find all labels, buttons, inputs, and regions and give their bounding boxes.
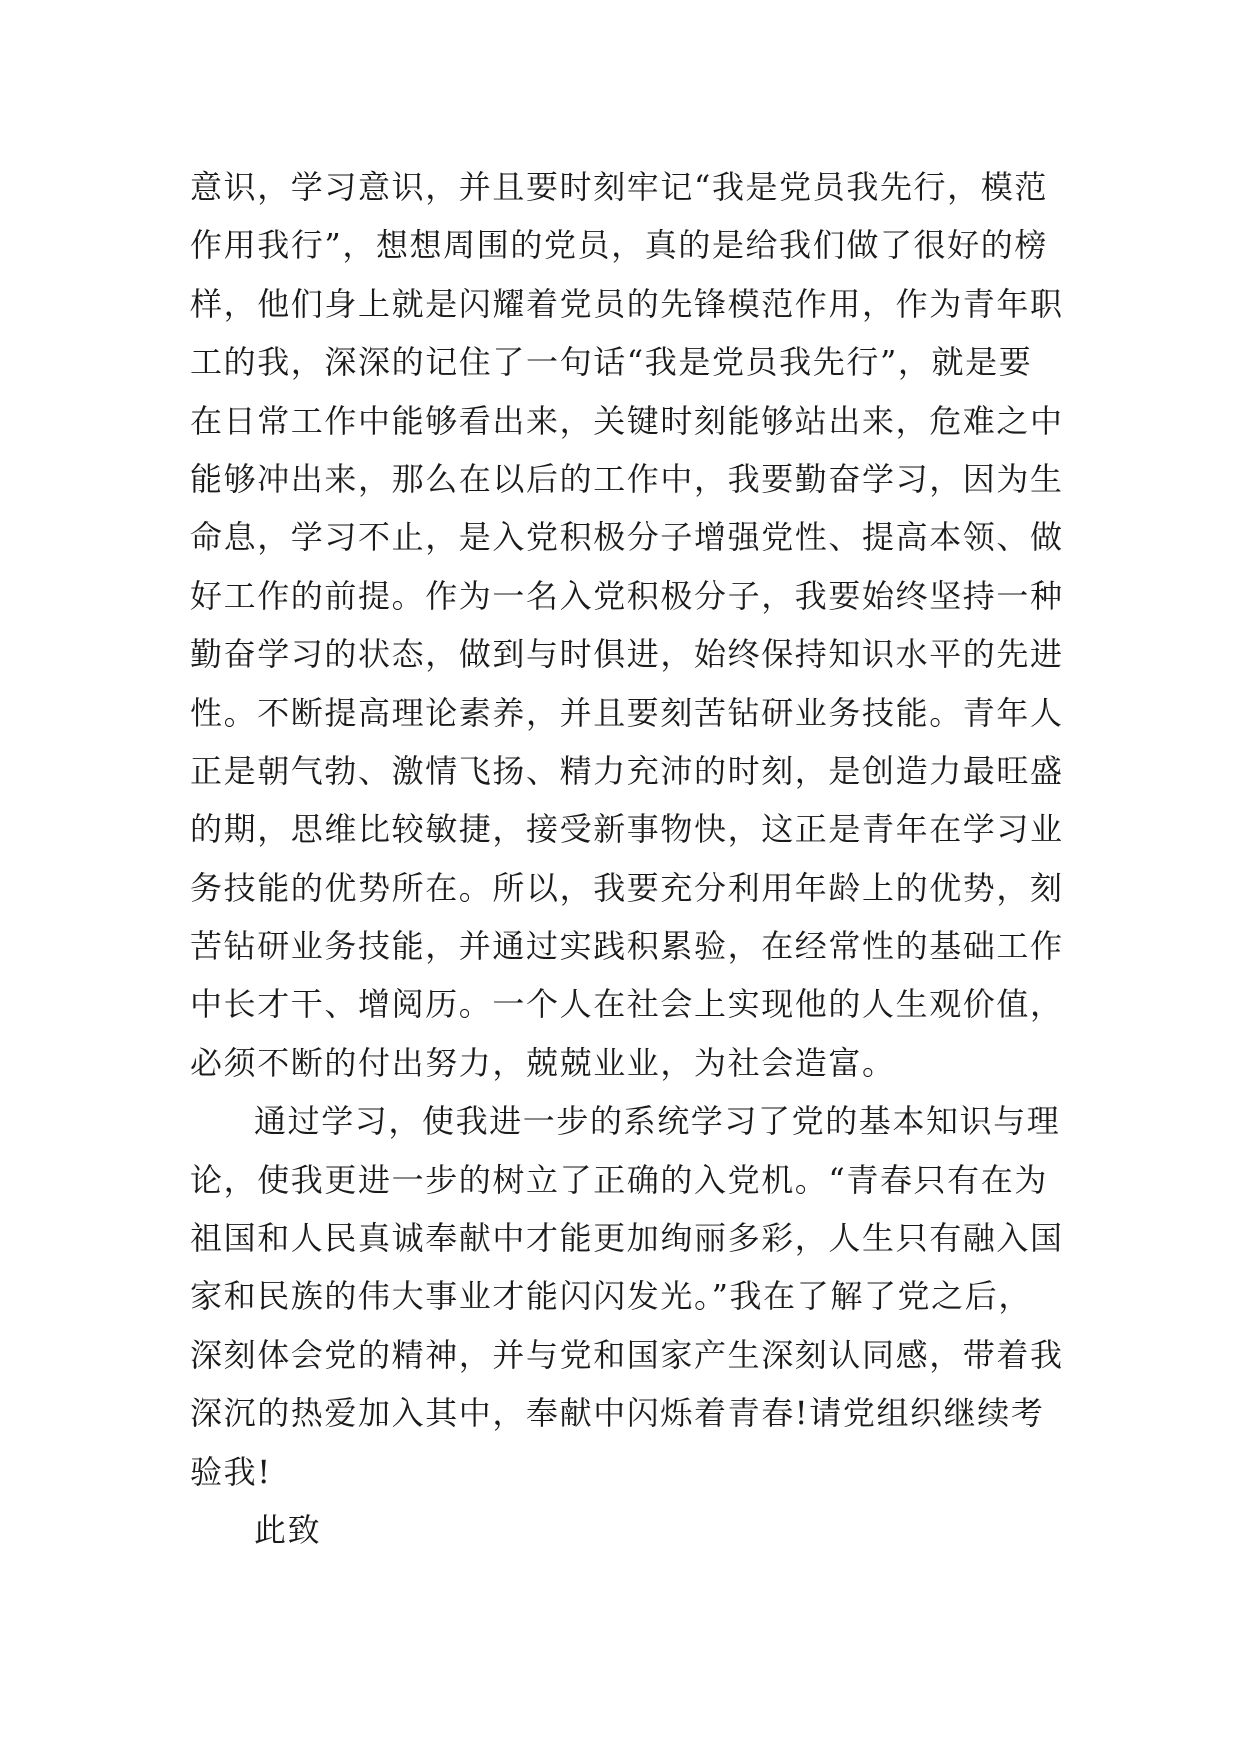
text-line: 工的我，深深的记住了一句话“我是党员我先行”，就是要 bbox=[190, 343, 1033, 382]
text-line: 能够冲出来，那么在以后的工作中，我要勤奋学习，因为生 bbox=[190, 459, 1064, 498]
text-line: 务技能的优势所在。所以，我要充分利用年龄上的优势，刻 bbox=[190, 868, 1064, 907]
text-line: 必须不断的付出努力，兢兢业业，为社会造富。 bbox=[190, 1043, 896, 1082]
text-line: 在日常工作中能够看出来，关键时刻能够站出来，危难之中 bbox=[190, 401, 1064, 440]
text-line: 苦钻研业务技能，并通过实践积累验，在经常性的基础工作 bbox=[190, 927, 1064, 966]
paragraph-start-line: 通过学习，使我进一步的系统学习了党的基本知识与理 bbox=[254, 1102, 1061, 1141]
text-line: 家和民族的伟大事业才能闪闪发光。”我在了解了党之后， bbox=[190, 1277, 1032, 1316]
text-line: 样，他们身上就是闪耀着党员的先锋模范作用，作为青年职 bbox=[190, 284, 1064, 323]
text-line: 中长才干、增阅历。一个人在社会上实现他的人生观价值， bbox=[190, 985, 1064, 1024]
text-line: 意识，学习意识，并且要时刻牢记“我是党员我先行，模范 bbox=[190, 168, 1048, 206]
text-line: 深刻体会党的精神，并与党和国家产生深刻认同感，带着我 bbox=[190, 1335, 1064, 1374]
text-line: 勤奋学习的状态，做到与时俱进，始终保持知识水平的先进 bbox=[190, 635, 1064, 674]
closing-salutation: 此致 bbox=[254, 1510, 322, 1549]
text-line: 正是朝气勃、激情飞扬、精力充沛的时刻，是创造力最旺盛 bbox=[190, 751, 1064, 790]
body-text bbox=[190, 158, 1070, 1559]
text-line: 命息，学习不止，是入党积极分子增强党性、提高本领、做 bbox=[190, 518, 1064, 557]
text-line: 论，使我更进一步的树立了正确的入党机。“青春只有在为 bbox=[190, 1160, 1048, 1199]
text-line: 深沉的热爱加入其中，奉献中闪烁着青春!请党组织继续考 bbox=[190, 1394, 1045, 1433]
text-line: 好工作的前提。作为一名入党积极分子，我要始终坚持一种 bbox=[190, 576, 1064, 615]
text-line: 性。不断提高理论素养，并且要刻苦钻研业务技能。青年人 bbox=[190, 693, 1064, 732]
text-line: 验我! bbox=[190, 1452, 272, 1491]
text-line: 的期，思维比较敏捷，接受新事物快，这正是青年在学习业 bbox=[190, 810, 1064, 849]
text-line: 作用我行”，想想周围的党员，真的是给我们做了很好的榜 bbox=[190, 226, 1048, 265]
text-line: 祖国和人民真诚奉献中才能更加绚丽多彩，人生只有融入国 bbox=[190, 1219, 1064, 1258]
